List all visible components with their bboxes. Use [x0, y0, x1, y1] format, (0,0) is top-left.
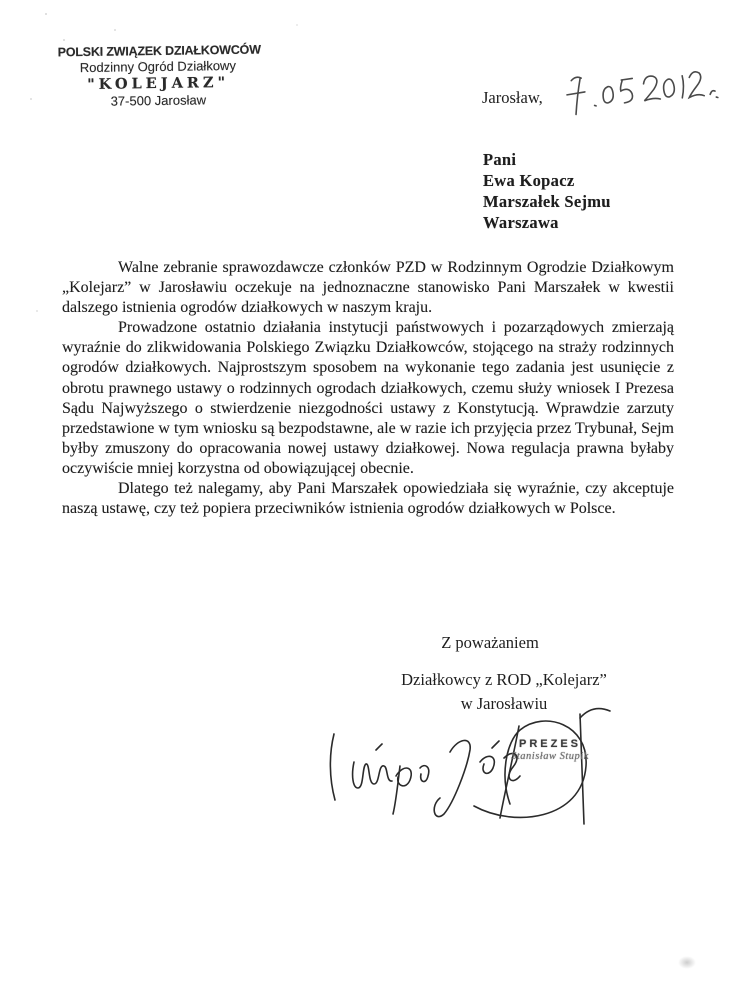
- scan-speck: [63, 39, 65, 41]
- letterhead-address: 37-500 Jarosław: [110, 92, 207, 109]
- recipient-name: Ewa Kopacz: [483, 171, 575, 190]
- scan-speck: [114, 29, 116, 31]
- prezes-stamp: [490, 738, 610, 762]
- handwritten-signature: [322, 706, 622, 834]
- scan-smudge: [678, 956, 696, 969]
- letter-body: [62, 258, 674, 519]
- stamp-name: Stanisław Stupik: [511, 751, 589, 762]
- dateline-place: Jarosław,: [482, 88, 543, 107]
- recipient-title: Pani: [483, 150, 517, 169]
- stamp-title: PREZES: [518, 738, 581, 750]
- scan-speck: [296, 24, 298, 26]
- recipient-block: [483, 149, 611, 233]
- scan-speck: [99, 52, 101, 54]
- paragraph-3: Dlatego też nalegamy, aby Pani Marszałek opowiedziała się wyraźnie, czy akceptuje naszą ustawę, czy też popiera przeciwników istnienia ogrodów działkowych w Polsce.: [62, 480, 674, 518]
- paragraph-2: Prowadzone ostatnio działania instytucji państwowych i pozarządowych zmierzają wyraźnie do zlikwidowania Polskiego Związku Działkowców, stojącego na straży rodzinnych ogrodów działkowych. Najprostszym sposobem na wykonanie tego zadania jest usunięcie z obrotu prawnego ustawy o rodzinnych ogrodach działkowych, czemu służy wniosek I Prezesa Sądu Najwyższego o stwierdzenie niezgodności ustawy z Konstytucją. Wprawdzie zarzuty przedstawione w tym wniosku są bezpodstawne, ale w razie ich przyjęcia przez Trybunał, Sejm byłby zmuszony do opracowania nowej ustawy działkowej. Nowa regulacja prawna byłaby oczywiście mniej korzystna od obowiązującej obecnie.: [62, 319, 674, 477]
- salutation: Z poważaniem: [441, 633, 539, 652]
- signatory-line2: w Jarosławiu: [460, 694, 548, 713]
- handwritten-date-ink: [556, 68, 726, 118]
- recipient-role: Marszałek Sejmu: [483, 192, 611, 211]
- signatory-line1: Działkowcy z ROD „Kolejarz”: [401, 670, 607, 689]
- scan-speck: [140, 61, 142, 63]
- signature-area: [322, 706, 622, 834]
- scan-speck: [30, 98, 32, 100]
- letterhead-organization: POLSKI ZWIĄZEK DZIAŁKOWCÓW: [57, 42, 261, 60]
- scan-speck: [36, 310, 38, 312]
- recipient-city: Warszawa: [483, 213, 559, 232]
- paragraph-1: Walne zebranie sprawozdawcze członków PZD w Rodzinnym Ogrodzie Działkowym „Kolejarz” w Jarosławiu oczekuje na jednoznaczne stanowisko Pani Marszałek w kwestii dalszego istnienia ogrodów działkowych w naszym kraju.: [62, 259, 674, 317]
- handwritten-date: [556, 68, 726, 118]
- letterhead-kolejarz: "KOLEJARZ": [87, 74, 230, 93]
- scan-speck: [45, 13, 47, 15]
- letterhead-stamp: [58, 43, 259, 110]
- letterhead-garden-name: Rodzinny Ogród Działkowy: [79, 57, 236, 76]
